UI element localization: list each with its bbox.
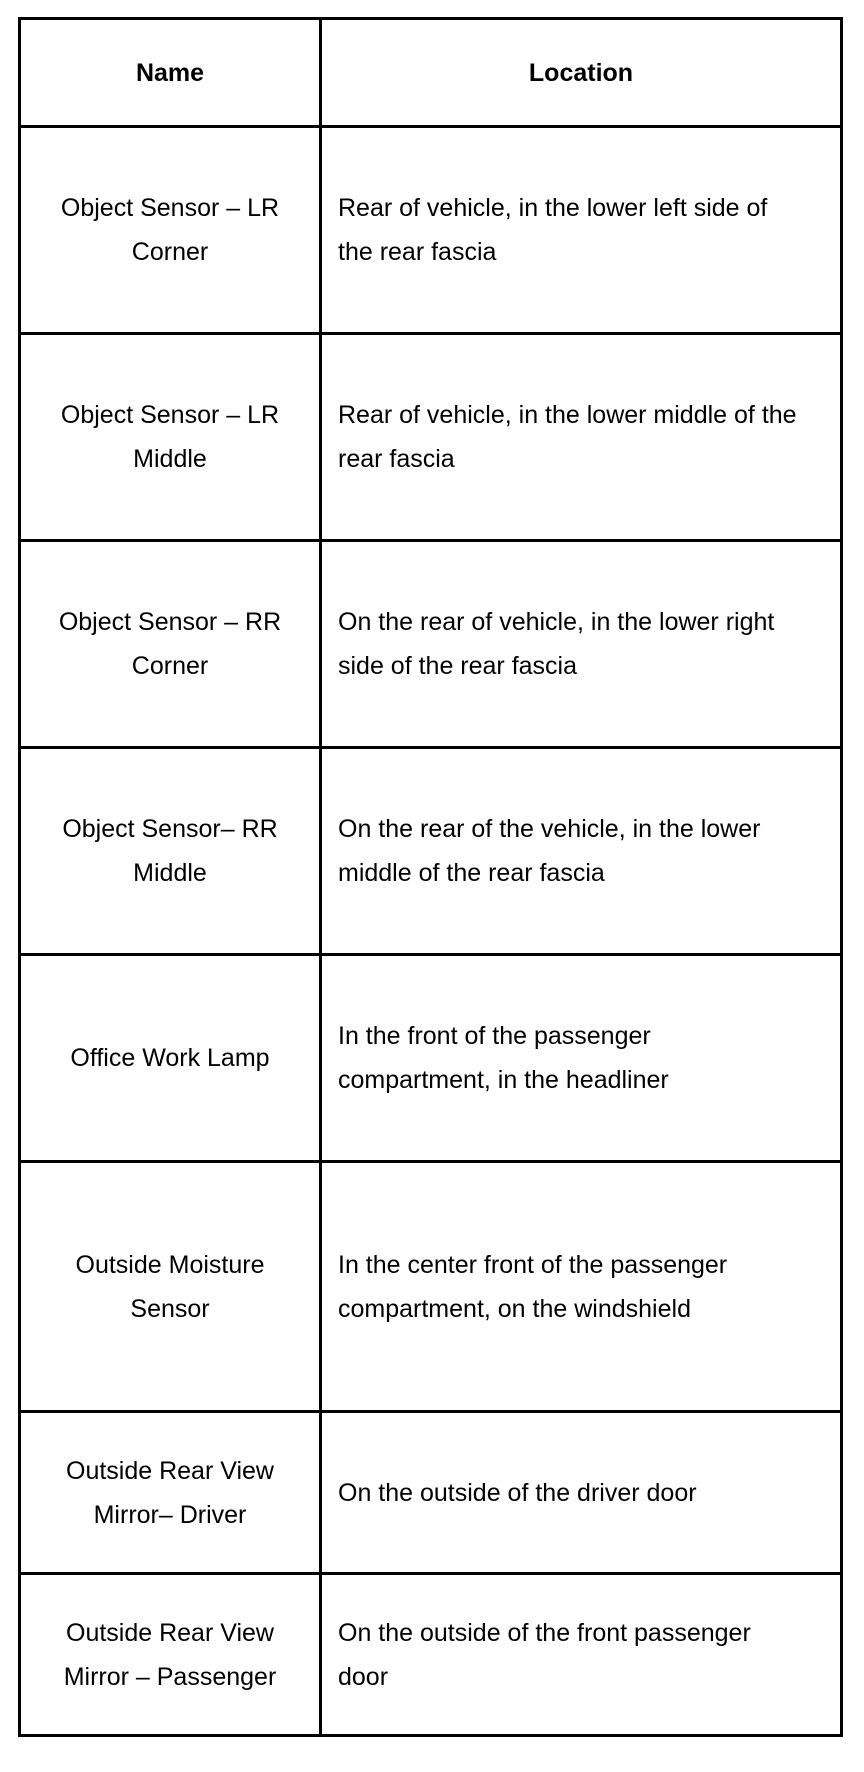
location-cell: On the outside of the driver door (321, 1412, 842, 1574)
location-cell: On the rear of the vehicle, in the lower middle of the rear fascia (321, 748, 842, 955)
location-cell: Rear of vehicle, in the lower middle of the rear fascia (321, 334, 842, 541)
column-header-location: Location (321, 19, 842, 127)
location-cell: In the center front of the passenger compartment, on the windshield (321, 1162, 842, 1412)
name-cell: Outside Rear View Mirror – Passenger (20, 1574, 321, 1736)
table-row (20, 1412, 842, 1574)
name-cell: Object Sensor – RR Corner (20, 541, 321, 748)
table-row (20, 748, 842, 955)
component-location-table (18, 17, 843, 1737)
component-location-table-container (18, 17, 840, 1737)
table-header (20, 19, 842, 127)
location-cell: On the outside of the front passenger door (321, 1574, 842, 1736)
table-body (20, 127, 842, 1736)
header-row (20, 19, 842, 127)
name-cell: Outside Moisture Sensor (20, 1162, 321, 1412)
table-row (20, 334, 842, 541)
location-cell: On the rear of vehicle, in the lower right side of the rear fascia (321, 541, 842, 748)
name-cell: Object Sensor – LR Middle (20, 334, 321, 541)
table-row (20, 1162, 842, 1412)
table-row (20, 955, 842, 1162)
name-cell: Office Work Lamp (20, 955, 321, 1162)
table-row (20, 1574, 842, 1736)
location-cell: In the front of the passenger compartment, in the headliner (321, 955, 842, 1162)
location-cell: Rear of vehicle, in the lower left side of the rear fascia (321, 127, 842, 334)
name-cell: Outside Rear View Mirror– Driver (20, 1412, 321, 1574)
table-row (20, 541, 842, 748)
column-header-name: Name (20, 19, 321, 127)
table-row (20, 127, 842, 334)
name-cell: Object Sensor– RR Middle (20, 748, 321, 955)
name-cell: Object Sensor – LR Corner (20, 127, 321, 334)
